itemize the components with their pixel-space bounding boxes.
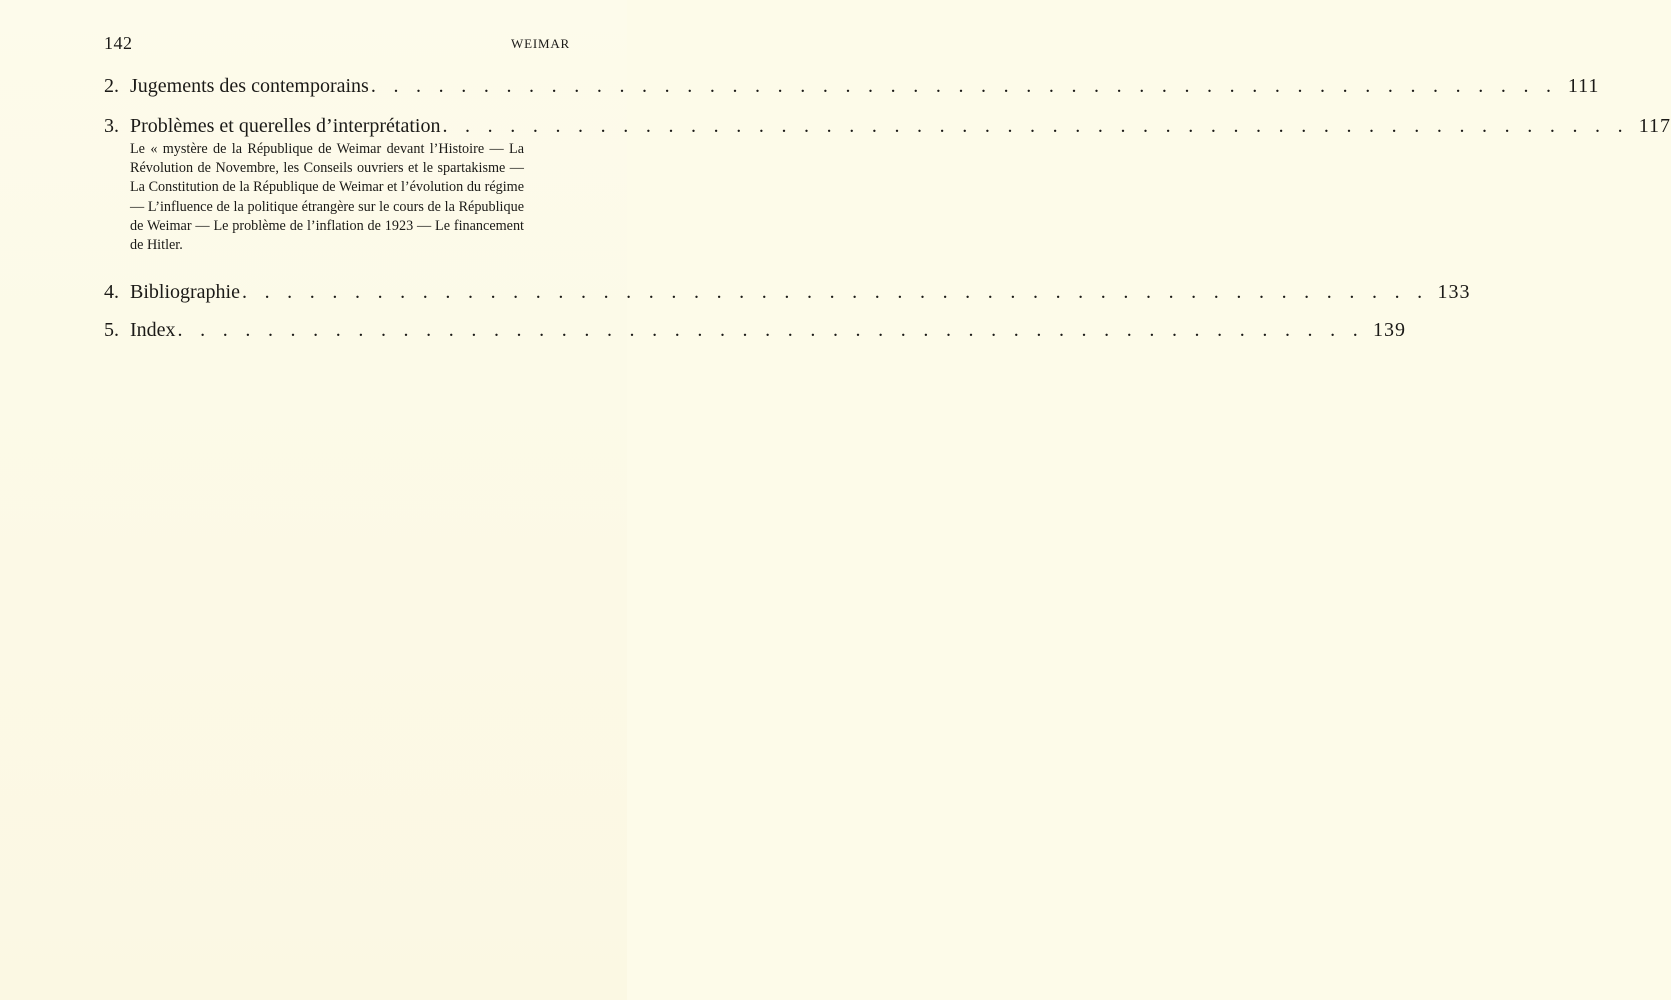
- entry-description: Le « mystère de la République de Weimar devant l’Histoire — La Révolution de Novembre, les Conseils ouvriers et le spartakisme — La Constitution de la République de Weimar et l’évolution du régime — L’influence de la politique étrangère sur le cours de la République de Weimar — Le problème de l’inflation de 1923 — Le financement de Hitler.: [130, 141, 524, 254]
- toc-entry-line: [104, 278, 1471, 306]
- running-title: WEIMAR: [511, 36, 570, 51]
- entry-title: Problèmes et querelles d’interprétation: [130, 115, 441, 137]
- toc-entry-line: [104, 316, 1407, 344]
- dot-leader: . . . . . . . . . . . . . . . . . . . . . . . . . . . . . . . . . . . . . . . . . . . . . . . . . . . . .: [370, 75, 1558, 97]
- entry-title: Jugements des contemporains: [130, 75, 369, 97]
- dot-leader: . . . . . . . . . . . . . . . . . . . . . . . . . . . . . . . . . . . . . . . . . . . . . . . . . . . . .: [241, 281, 1429, 303]
- entry-number: 2.: [104, 75, 119, 97]
- entry-number: 3.: [104, 115, 119, 137]
- toc-entry-jugements: [104, 72, 1600, 100]
- entry-title: Index: [130, 319, 176, 341]
- entry-page-number: 111: [1567, 75, 1600, 97]
- toc-entry-line: [104, 112, 1671, 140]
- dot-leader: . . . . . . . . . . . . . . . . . . . . . . . . . . . . . . . . . . . . . . . . . . . . . . . . . . . . .: [177, 319, 1365, 341]
- running-header: [104, 33, 570, 57]
- page-number: 142: [104, 33, 133, 53]
- entry-page-number: 117: [1638, 115, 1671, 137]
- entry-number: 5.: [104, 319, 119, 341]
- toc-entry-index: [104, 316, 1407, 344]
- toc-entry-problemes: [104, 112, 1671, 255]
- entry-page-number: 139: [1373, 319, 1407, 341]
- toc-entry-bibliographie: [104, 278, 1471, 306]
- entry-page-number: 133: [1437, 281, 1471, 303]
- entry-title: Bibliographie: [130, 281, 240, 303]
- entry-number: 4.: [104, 281, 119, 303]
- toc-entry-line: [104, 72, 1600, 100]
- dot-leader: . . . . . . . . . . . . . . . . . . . . . . . . . . . . . . . . . . . . . . . . . . . . . . . . . . . . .: [442, 115, 1629, 137]
